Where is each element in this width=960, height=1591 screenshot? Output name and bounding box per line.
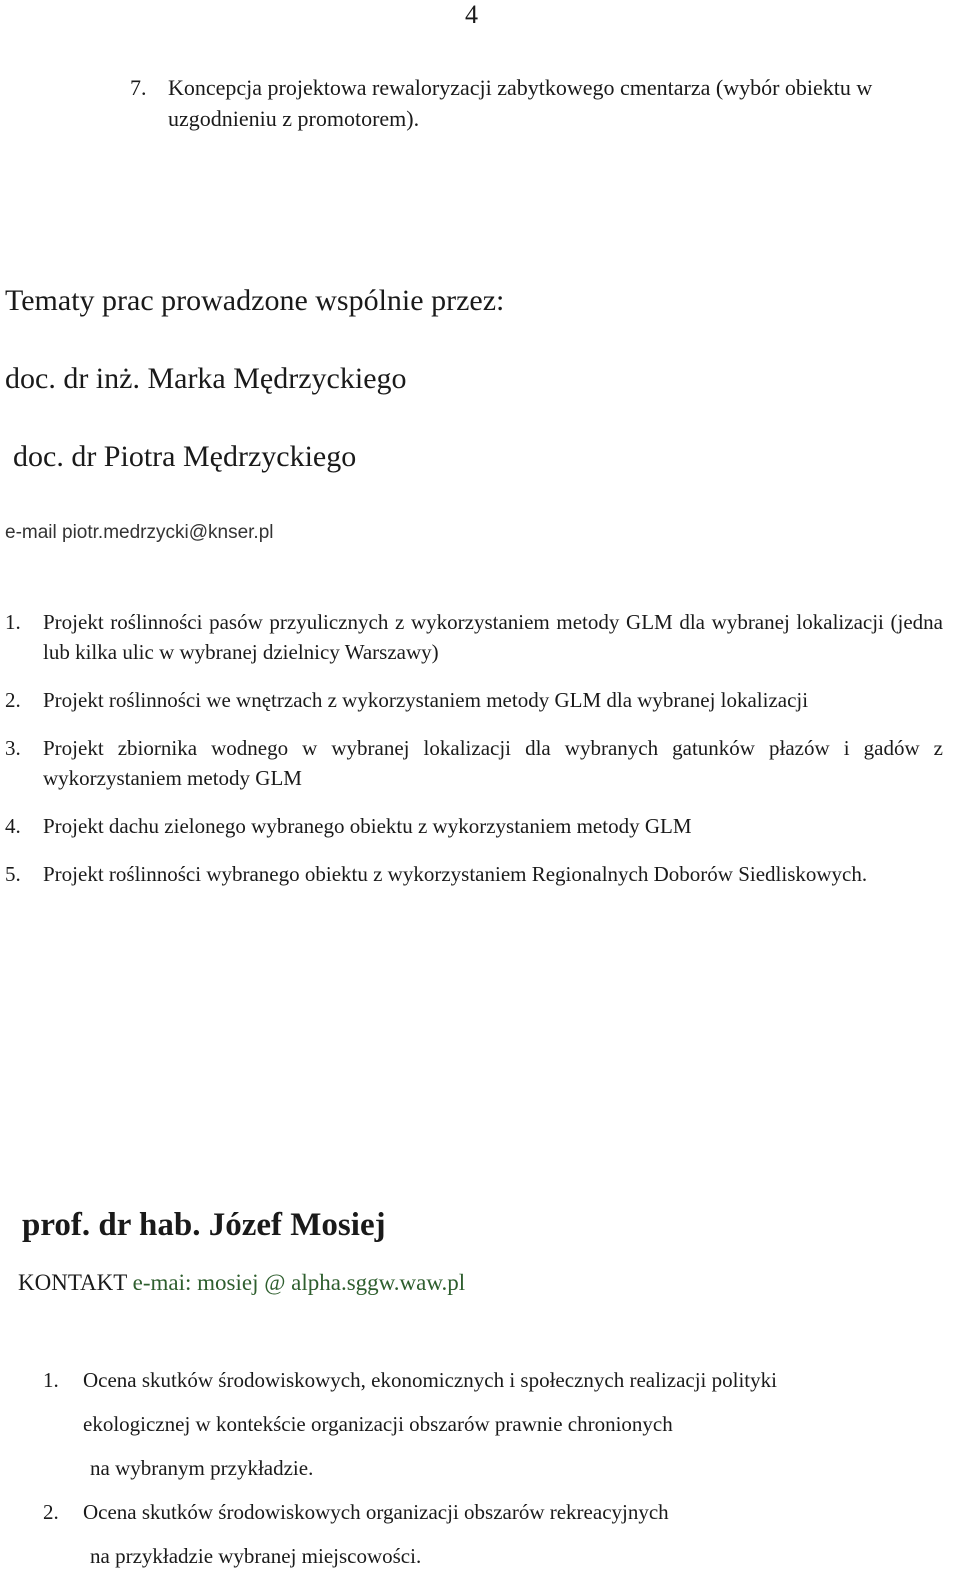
topic-text-line: na przykładzie wybranej miejscowości. <box>90 1544 422 1568</box>
list-item <box>5 685 943 715</box>
section-title: Tematy prac prowadzone wspólnie przez: <box>5 284 505 317</box>
topic-number: 7. <box>130 75 147 100</box>
page-number: 4 <box>465 0 478 29</box>
topic-text-line: Ocena skutków środowiskowych, ekonomicznych i społecznych realizacji polityki <box>83 1368 777 1392</box>
topic-text-line: Ocena skutków środowiskowych organizacji obszarów rekreacyjnych <box>83 1500 669 1524</box>
topic-item-7 <box>130 72 910 134</box>
supervisor-name-1: doc. dr inż. Marka Mędrzyckiego <box>5 362 407 395</box>
list-item <box>5 859 943 889</box>
topic-number: 3. <box>5 736 21 760</box>
topic-text: Projekt roślinności wybranego obiektu z wykorzystaniem Regionalnych Doborów Siedliskowych. <box>43 862 868 886</box>
topic-text: Koncepcja projektowa rewaloryzacji zabytkowego cmentarza (wybór obiektu w uzgodnieniu z promotorem). <box>168 75 873 131</box>
topic-text: Projekt zbiornika wodnego w wybranej lokalizacji dla wybranych gatunków płazów i gadów z wykorzystaniem metody GLM <box>43 736 943 790</box>
topic-number: 1. <box>43 1368 59 1392</box>
topic-number: 1. <box>5 610 21 634</box>
list-item <box>43 1358 943 1490</box>
contact-email[interactable]: e-mai: mosiej @ alpha.sggw.waw.pl <box>132 1270 466 1295</box>
topic-text-line: na wybranym przykładzie. <box>90 1456 314 1480</box>
topic-number: 4. <box>5 814 21 838</box>
contact-label: KONTAKT <box>18 1270 127 1295</box>
prof-topics-list <box>43 1358 943 1578</box>
topic-text-line: ekologicznej w kontekście organizacji obszarów prawnie chronionych <box>83 1412 673 1436</box>
topic-number: 2. <box>5 688 21 712</box>
list-item <box>5 607 943 667</box>
topic-text: Projekt roślinności pasów przyulicznych z wykorzystaniem metody GLM dla wybranej lokalizacji (jedna lub kilka ulic w wybranej dzielnicy Warszawy) <box>43 610 943 664</box>
topics-list <box>5 607 943 907</box>
contact-line <box>18 1270 465 1296</box>
list-item <box>5 733 943 793</box>
topic-number: 2. <box>43 1500 59 1524</box>
professor-name: prof. dr hab. Józef Mosiej <box>22 1207 386 1243</box>
list-item <box>5 811 943 841</box>
list-item <box>43 1490 943 1578</box>
topic-text: Projekt dachu zielonego wybranego obiektu z wykorzystaniem metody GLM <box>43 814 692 838</box>
topic-text: Projekt roślinności we wnętrzach z wykorzystaniem metody GLM dla wybranej lokalizacji <box>43 688 809 712</box>
email-line[interactable]: e-mail piotr.medrzycki@knser.pl <box>5 522 274 543</box>
topic-number: 5. <box>5 862 21 886</box>
supervisor-name-2: doc. dr Piotra Mędrzyckiego <box>13 440 357 473</box>
